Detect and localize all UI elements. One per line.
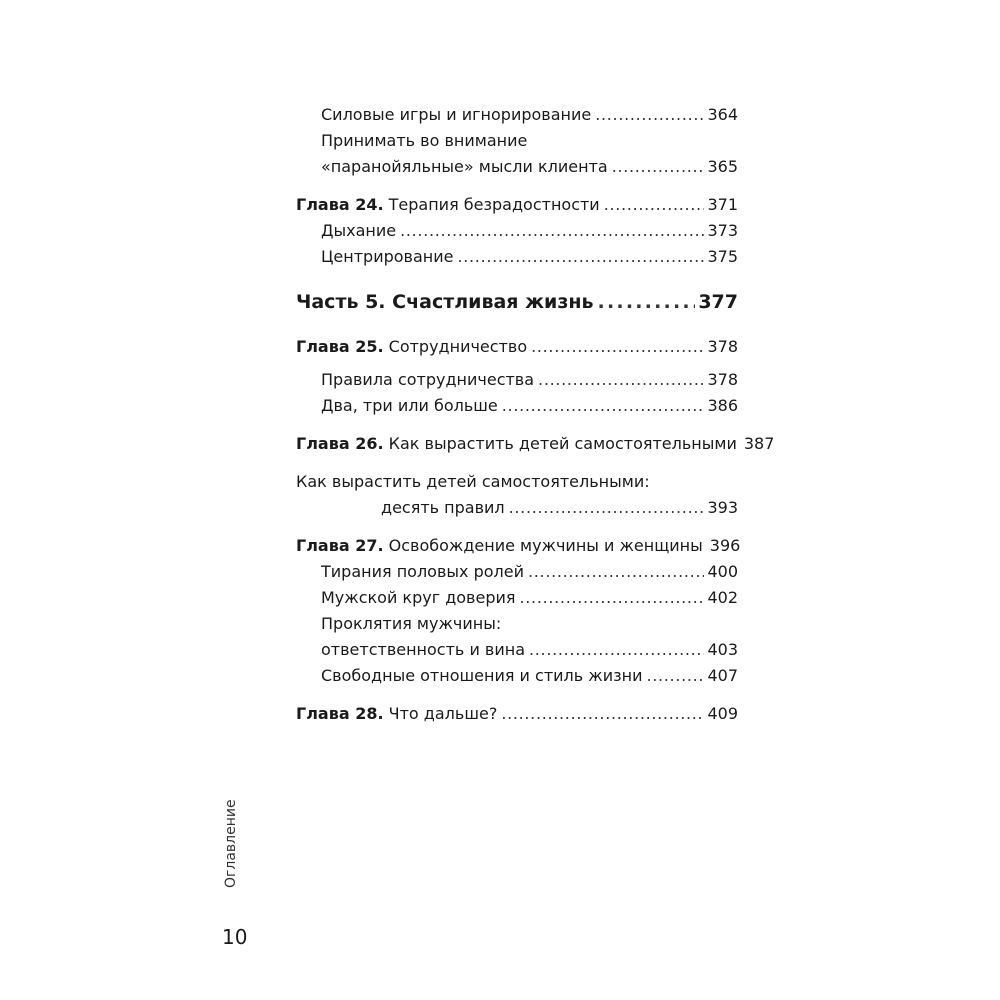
entry-page: 396: [709, 536, 741, 555]
entry-page: 393: [707, 498, 738, 517]
entry-title: Сотрудничество: [388, 337, 528, 356]
entry-page: 371: [707, 195, 738, 214]
toc-entry-multiline: [296, 611, 738, 663]
toc-entry: [296, 393, 738, 419]
leader-dots: [509, 495, 705, 521]
entry-page: 378: [707, 337, 738, 356]
entry-page: 365: [707, 157, 738, 176]
entry-title: Как вырастить детей самостоятельными: [388, 434, 737, 453]
leader-dots: [612, 154, 705, 180]
entry-title: Мужской круг доверия: [321, 588, 516, 607]
toc-entry: [296, 585, 738, 611]
entry-title: Терапия безрадостности: [388, 195, 600, 214]
toc-entry: [321, 154, 738, 180]
entry-title: Силовые игры и игнорирование: [321, 105, 592, 124]
entry-page: 409: [707, 704, 738, 723]
entry-title: Тирания половых ролей: [321, 562, 524, 581]
entry-title: Свободные отношения и стиль жизни: [321, 666, 643, 685]
leader-dots: [457, 244, 704, 270]
part-title: Часть 5. Счастливая жизнь: [296, 291, 594, 313]
part-entry: [296, 287, 738, 317]
entry-title-line: Принимать во внимание: [321, 131, 528, 150]
leader-dots: [538, 367, 704, 393]
chapter-entry: [296, 334, 738, 360]
entry-page: 378: [707, 370, 738, 389]
entry-page: 364: [707, 105, 738, 124]
entry-title: ответственность и вина: [321, 640, 526, 659]
table-of-contents: [296, 102, 775, 727]
toc-entry: [296, 663, 738, 689]
chapter-label: Глава 24.: [296, 195, 384, 214]
entry-page: 387: [743, 434, 775, 453]
toc-entry: [296, 495, 738, 521]
entry-page: 373: [707, 221, 738, 240]
page-number: 10: [222, 925, 248, 949]
leader-dots: [502, 393, 705, 419]
leader-dots: [520, 585, 705, 611]
toc-entry: [321, 637, 738, 663]
entry-title: Центрирование: [321, 247, 454, 266]
leader-dots: [400, 218, 704, 244]
entry-title: Дыхание: [321, 221, 397, 240]
chapter-label: Глава 27.: [296, 536, 384, 555]
leader-dots: [646, 663, 704, 689]
entry-title: Что дальше?: [388, 704, 498, 723]
leader-dots: [604, 192, 705, 218]
entry-page: 403: [707, 640, 738, 659]
toc-entry: [296, 559, 738, 585]
chapter-label: Глава 26.: [296, 434, 384, 453]
entry-title: «паранойяльные» мысли клиента: [321, 157, 608, 176]
leader-dots: [531, 334, 704, 360]
leader-dots: [595, 102, 704, 128]
entry-title-line: Как вырастить детей самостоятельными:: [296, 472, 650, 491]
chapter-entry: [296, 533, 741, 559]
entry-page: 375: [707, 247, 738, 266]
running-header: Оглавление: [223, 799, 239, 888]
entry-title: Два, три или больше: [321, 396, 498, 415]
leader-dots: [528, 559, 704, 585]
entry-page: 377: [698, 291, 738, 313]
toc-entry: [296, 102, 738, 128]
entry-page: 386: [707, 396, 738, 415]
leader-dots: [529, 637, 704, 663]
chapter-entry: [296, 431, 775, 457]
entry-page: 400: [707, 562, 738, 581]
chapter-entry: [296, 192, 738, 218]
entry-title: Правила сотрудничества: [321, 370, 535, 389]
chapter-entry: [296, 701, 738, 727]
entry-title-line: Проклятия мужчины:: [321, 614, 502, 633]
leader-dots: [598, 287, 696, 317]
toc-entry-multiline: [296, 469, 738, 521]
toc-entry: [296, 218, 738, 244]
leader-dots: [501, 701, 704, 727]
toc-entry-multiline: [296, 128, 738, 180]
entry-page: 402: [707, 588, 738, 607]
toc-entry: [296, 367, 738, 393]
toc-entry: [296, 244, 738, 270]
entry-title: Освобождение мужчины и женщины: [388, 536, 703, 555]
chapter-label: Глава 25.: [296, 337, 384, 356]
entry-page: 407: [707, 666, 738, 685]
chapter-label: Глава 28.: [296, 704, 384, 723]
entry-title: десять правил: [381, 498, 505, 517]
